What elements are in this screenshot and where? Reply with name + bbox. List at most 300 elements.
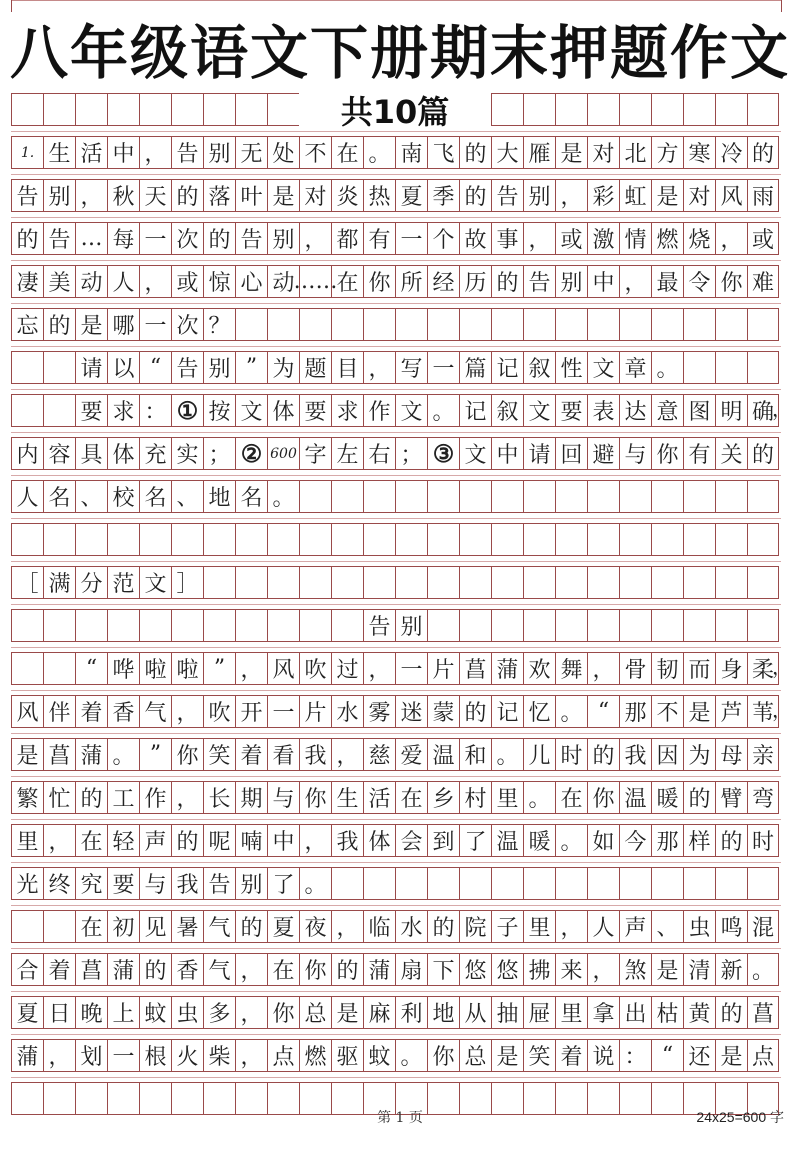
grid-cell: ， (587, 652, 619, 685)
grid-cell: 动 (267, 265, 299, 298)
grid-cell: ， (171, 695, 203, 728)
grid-cell: 的 (491, 265, 523, 298)
grid-cell: 求 (331, 394, 363, 427)
grid-cell: 与 (619, 437, 651, 470)
grid-cell: 的 (203, 222, 235, 255)
grid-row (11, 351, 781, 384)
grid-cell: 菖 (459, 652, 491, 685)
grid-cell: 里 (523, 910, 555, 943)
grid-cell: 具 (75, 437, 107, 470)
row-gap-line (11, 389, 781, 390)
grid-cell (75, 523, 107, 556)
grid-cell: 声 (619, 910, 651, 943)
grid-cell: 初 (107, 910, 139, 943)
grid-cell (427, 480, 459, 513)
grid-cell: 告 (523, 265, 555, 298)
grid-cell: 天 (139, 179, 171, 212)
grid-cell: 混 (747, 910, 779, 943)
grid-cell (523, 609, 555, 642)
grid-cell: 按 (203, 394, 235, 427)
grid-cell (523, 566, 555, 599)
grid-cell: 蚊 (139, 996, 171, 1029)
grid-cell: 忙 (43, 781, 75, 814)
grid-cell: 里 (11, 824, 43, 857)
grid-cell: 乡 (427, 781, 459, 814)
grid-cell: 水 (395, 910, 427, 943)
grid-cell (651, 523, 683, 556)
grid-cell: 名 (43, 480, 75, 513)
grid-cell: 告 (43, 222, 75, 255)
grid-cell: 欢 (523, 652, 555, 685)
grid-cell (491, 308, 523, 341)
grid-cell: 凄 (11, 265, 43, 298)
grid-cell: 繁 (11, 781, 43, 814)
grid-cell: 名 (235, 480, 267, 513)
grid-cell (555, 480, 587, 513)
grid-cell: 南 (395, 136, 427, 169)
grid-cell: 扇 (395, 953, 427, 986)
grid-cell: 啦 (139, 652, 171, 685)
grid-cell: 我 (331, 824, 363, 857)
grid-cell (363, 308, 395, 341)
grid-cell: ， (299, 222, 331, 255)
grid-cell: 雨 (747, 179, 779, 212)
grid-cell (11, 351, 43, 384)
grid-cell: 蒲 (491, 652, 523, 685)
grid-cell: 或 (555, 222, 587, 255)
grid-cell: 告 (171, 136, 203, 169)
grid-cell: 。 (267, 480, 299, 513)
grid-cell: 活 (363, 781, 395, 814)
grid-cell (491, 609, 523, 642)
grid-cell: 着 (43, 953, 75, 986)
grid-cell: 点 (267, 1039, 299, 1072)
grid-cell: 无 (235, 136, 267, 169)
grid-cell (299, 480, 331, 513)
grid-cell: 请 (523, 437, 555, 470)
grid-cell: 你 (299, 953, 331, 986)
grid-cell: 飞 (427, 136, 459, 169)
row-gap-line (11, 260, 781, 261)
grid-cell (491, 93, 523, 126)
grid-cell: 每 (107, 222, 139, 255)
grid-cell: 别 (555, 265, 587, 298)
grid-cell: 难 (747, 265, 779, 298)
grid-cell: 激 (587, 222, 619, 255)
grid-cell: 故 (459, 222, 491, 255)
margin-punctuation: ， (772, 698, 792, 722)
grid-cell: 在 (555, 781, 587, 814)
grid-cell: 我 (171, 867, 203, 900)
grid-cell: 柴 (203, 1039, 235, 1072)
grid-cell: 温 (427, 738, 459, 771)
grid-cell: 暖 (523, 824, 555, 857)
grid-cell: 明 (715, 394, 747, 427)
grid-cell: 合 (11, 953, 43, 986)
grid-row (11, 652, 792, 685)
grid-cell: “ (587, 695, 619, 728)
grid-cell: 利 (395, 996, 427, 1029)
grid-cell: 别 (235, 867, 267, 900)
grid-cell (555, 308, 587, 341)
grid-cell: 下 (427, 953, 459, 986)
grid-cell: 人 (107, 265, 139, 298)
grid-cell: 右 (363, 437, 395, 470)
grid-cell: 的 (715, 996, 747, 1029)
grid-cell: 对 (299, 179, 331, 212)
grid-cell: 要 (299, 394, 331, 427)
grid-cell: 笑 (523, 1039, 555, 1072)
grid-cell: 告 (491, 179, 523, 212)
grid-cell: 时 (747, 824, 779, 857)
grid-cell: 心 (235, 265, 267, 298)
grid-cell: 在 (395, 781, 427, 814)
grid-cell: 意 (651, 394, 683, 427)
grid-cell: 那 (619, 695, 651, 728)
grid-cell: 蒙 (427, 695, 459, 728)
grid-cell: 驱 (331, 1039, 363, 1072)
grid-cell: 燃 (651, 222, 683, 255)
grid-cell: 地 (427, 996, 459, 1029)
grid-cell: ， (523, 222, 555, 255)
grid-cell: “ (651, 1039, 683, 1072)
grid-cell (555, 93, 587, 126)
grid-cell (683, 93, 715, 126)
grid-cell: 菖 (43, 738, 75, 771)
grid-cell: ， (331, 910, 363, 943)
grid-cell: 北 (619, 136, 651, 169)
grid-cell: 夏 (11, 996, 43, 1029)
grid-cell: ］ (171, 566, 203, 599)
grid-cell: 你 (427, 1039, 459, 1072)
row-gap-line (11, 991, 781, 992)
grid-cell: 告 (203, 867, 235, 900)
grid-cell: 总 (459, 1039, 491, 1072)
grid-cell: 夏 (395, 179, 427, 212)
grid-cell: 的 (235, 910, 267, 943)
grid-cell: 别 (267, 222, 299, 255)
grid-cell (331, 523, 363, 556)
grid-cell: 叙 (523, 351, 555, 384)
grid-cell: 来 (555, 953, 587, 986)
grid-cell: 告 (171, 351, 203, 384)
grid-cell: 村 (459, 781, 491, 814)
grid-cell: 表 (587, 394, 619, 427)
grid-cell (619, 609, 651, 642)
grid-cell (747, 867, 779, 900)
grid-cell: ？ (203, 308, 235, 341)
grid-cell: 蒲 (11, 1039, 43, 1072)
grid-cell: 告 (363, 609, 395, 642)
grid-cell (715, 609, 747, 642)
row-gap-line (11, 733, 781, 734)
grid-cell: 屉 (523, 996, 555, 1029)
grid-cell: 着 (235, 738, 267, 771)
grid-cell: 出 (619, 996, 651, 1029)
grid-cell (587, 566, 619, 599)
grid-cell (715, 308, 747, 341)
grid-cell (43, 93, 75, 126)
grid-cell: ， (555, 179, 587, 212)
grid-cell: 到 (427, 824, 459, 857)
grid-cell: 为 (267, 351, 299, 384)
grid-cell: ， (555, 910, 587, 943)
grid-cell: 对 (587, 136, 619, 169)
grid-cell: 总 (299, 996, 331, 1029)
grid-cell (747, 523, 779, 556)
grid-cell: ： (139, 394, 171, 427)
grid-cell: 。 (363, 136, 395, 169)
grid-cell (299, 308, 331, 341)
grid-cell: 600 (267, 437, 299, 470)
grid-cell: 你 (651, 437, 683, 470)
grid-cell: 菖 (747, 996, 779, 1029)
grid-cell (619, 566, 651, 599)
grid-cell: 暑 (171, 910, 203, 943)
grid-cell: 长 (203, 781, 235, 814)
grid-cell: 充 (139, 437, 171, 470)
grid-cell (427, 566, 459, 599)
grid-row (11, 910, 781, 943)
grid-row (11, 566, 781, 599)
grid-cell (331, 308, 363, 341)
grid-cell (523, 523, 555, 556)
grid-cell: 你 (267, 996, 299, 1029)
grid-cell: 别 (43, 179, 75, 212)
grid-cell: 回 (555, 437, 587, 470)
grid-cell: 是 (331, 996, 363, 1029)
grid-cell: 抽 (491, 996, 523, 1029)
grid-cell: ； (203, 437, 235, 470)
grid-cell: 事 (491, 222, 523, 255)
grid-cell (491, 566, 523, 599)
grid-cell (619, 93, 651, 126)
grid-cell: 片 (427, 652, 459, 685)
grid-cell: 告 (11, 179, 43, 212)
grid-cell: 动 (75, 265, 107, 298)
grid-cell: 是 (651, 953, 683, 986)
grid-cell: 文 (587, 351, 619, 384)
grid-cell: 子 (491, 910, 523, 943)
grid-cell (395, 480, 427, 513)
grid-cell: 的 (683, 781, 715, 814)
grid-cell (235, 308, 267, 341)
grid-cell: 地 (203, 480, 235, 513)
grid-cell: 迷 (395, 695, 427, 728)
grid-cell: 字 (299, 437, 331, 470)
grid-cell: “ (139, 351, 171, 384)
grid-cell (651, 566, 683, 599)
grid-cell (107, 93, 139, 126)
grid-cell: 情 (619, 222, 651, 255)
grid-cell (43, 910, 75, 943)
grid-cell: ” (203, 652, 235, 685)
grid-cell: 与 (267, 781, 299, 814)
grid-cell: 目 (331, 351, 363, 384)
grid-cell: 要 (555, 394, 587, 427)
grid-cell: 了 (267, 867, 299, 900)
grid-cell: 对 (683, 179, 715, 212)
grid-cell: 芦 (715, 695, 747, 728)
grid-cell (267, 93, 299, 126)
grid-cell: 的 (459, 136, 491, 169)
grid-cell: 冷 (715, 136, 747, 169)
row-gap-line (11, 561, 781, 562)
grid-cell: 求 (107, 394, 139, 427)
row-gap-line (11, 647, 781, 648)
grid-cell: 满 (43, 566, 75, 599)
grid-cell (747, 609, 779, 642)
right-rule (781, 0, 782, 12)
grid-cell: 气 (203, 910, 235, 943)
grid-cell: 惊 (203, 265, 235, 298)
grid-cell: 忘 (11, 308, 43, 341)
grid-cell: 别 (395, 609, 427, 642)
grid-cell: 一 (107, 1039, 139, 1072)
grid-cell: 避 (587, 437, 619, 470)
grid-cell: 过 (331, 652, 363, 685)
grid-cell (171, 93, 203, 126)
grid-cell: 鸣 (715, 910, 747, 943)
grid-cell: 文 (523, 394, 555, 427)
grid-cell (747, 308, 779, 341)
grid-cell: 容 (43, 437, 75, 470)
grid-cell (459, 609, 491, 642)
grid-cell: 忆 (523, 695, 555, 728)
grid-cell: 臂 (715, 781, 747, 814)
grid-cell: 请 (75, 351, 107, 384)
grid-cell: 校 (107, 480, 139, 513)
grid-cell (267, 609, 299, 642)
grid-cell: 蒲 (363, 953, 395, 986)
grid-cell: 不 (299, 136, 331, 169)
grid-cell: 是 (11, 738, 43, 771)
grid-cell: 会 (395, 824, 427, 857)
grid-cell: 的 (171, 179, 203, 212)
grid-cell: ① (171, 394, 203, 427)
grid-cell: 究 (75, 867, 107, 900)
grid-cell: 声 (139, 824, 171, 857)
grid-cell (139, 609, 171, 642)
grid-cell: 一 (139, 308, 171, 341)
grid-cell: 、 (75, 480, 107, 513)
grid-row (11, 136, 781, 169)
grid-cell (683, 609, 715, 642)
grid-cell: 别 (523, 179, 555, 212)
grid-cell: 蒲 (107, 953, 139, 986)
grid-cell: …… (299, 265, 331, 298)
grid-cell: 终 (43, 867, 75, 900)
margin-punctuation: ， (772, 397, 792, 421)
grid-cell (427, 308, 459, 341)
grid-cell: 是 (651, 179, 683, 212)
grid-cell (11, 910, 43, 943)
grid-cell: 和 (459, 738, 491, 771)
grid-cell: 是 (683, 695, 715, 728)
grid-cell (43, 609, 75, 642)
grid-cell: 令 (683, 265, 715, 298)
grid-cell (395, 308, 427, 341)
grid-cell (491, 480, 523, 513)
grid-cell: 着 (75, 695, 107, 728)
grid-cell: 要 (75, 394, 107, 427)
grid-cell: ： (619, 1039, 651, 1072)
grid-cell: ， (235, 652, 267, 685)
grid-cell: 与 (139, 867, 171, 900)
grid-cell (619, 480, 651, 513)
grid-cell (619, 523, 651, 556)
grid-cell: 舞 (555, 652, 587, 685)
grid-cell: ” (235, 351, 267, 384)
grid-cell: 或 (747, 222, 779, 255)
grid-cell (715, 566, 747, 599)
grid-cell: 喃 (235, 824, 267, 857)
row-gap-line (11, 819, 781, 820)
grid-cell (331, 480, 363, 513)
grid-cell: 的 (171, 824, 203, 857)
grid-cell (523, 480, 555, 513)
grid-cell: 都 (331, 222, 363, 255)
grid-cell (43, 351, 75, 384)
grid-cell: 生 (43, 136, 75, 169)
grid-cell: ， (139, 136, 171, 169)
grid-cell: 里 (555, 996, 587, 1029)
grid-cell: 一 (395, 652, 427, 685)
grid-cell: 在 (267, 953, 299, 986)
margin-punctuation: ， (772, 655, 792, 679)
grid-cell: 光 (11, 867, 43, 900)
grid-cell: 工 (107, 781, 139, 814)
grid-cell: 蚊 (363, 1039, 395, 1072)
grid-cell: 呢 (203, 824, 235, 857)
grid-cell: 别 (203, 351, 235, 384)
row-gap-line (11, 862, 781, 863)
grid-cell: 悠 (491, 953, 523, 986)
grid-cell: 吹 (203, 695, 235, 728)
grid-cell: 人 (11, 480, 43, 513)
grid-cell: 时 (555, 738, 587, 771)
grid-cell (75, 609, 107, 642)
grid-cell: 蒲 (75, 738, 107, 771)
grid-cell: “ (75, 652, 107, 685)
grid-cell: 笑 (203, 738, 235, 771)
grid-cell: 风 (715, 179, 747, 212)
grid-cell: 开 (235, 695, 267, 728)
grid-cell: 题 (299, 351, 331, 384)
row-gap-line (11, 475, 781, 476)
grid-cell: ② (235, 437, 267, 470)
grid-cell: 的 (75, 781, 107, 814)
grid-cell (715, 480, 747, 513)
grid-cell: 火 (171, 1039, 203, 1072)
grid-cell: 烧 (683, 222, 715, 255)
grid-cell: 暖 (651, 781, 683, 814)
row-gap-line (11, 432, 781, 433)
grid-cell: 期 (235, 781, 267, 814)
grid-row (11, 1039, 781, 1072)
grid-cell: 的 (459, 179, 491, 212)
grid-cell (587, 308, 619, 341)
grid-cell: 枯 (651, 996, 683, 1029)
grid-cell: 轻 (107, 824, 139, 857)
grid-cell: 那 (651, 824, 683, 857)
grid-row (11, 781, 781, 814)
grid-cell (43, 652, 75, 685)
grid-cell: 燃 (299, 1039, 331, 1072)
grid-cell: 。 (747, 953, 779, 986)
grid-cell (555, 566, 587, 599)
grid-cell: 寒 (683, 136, 715, 169)
